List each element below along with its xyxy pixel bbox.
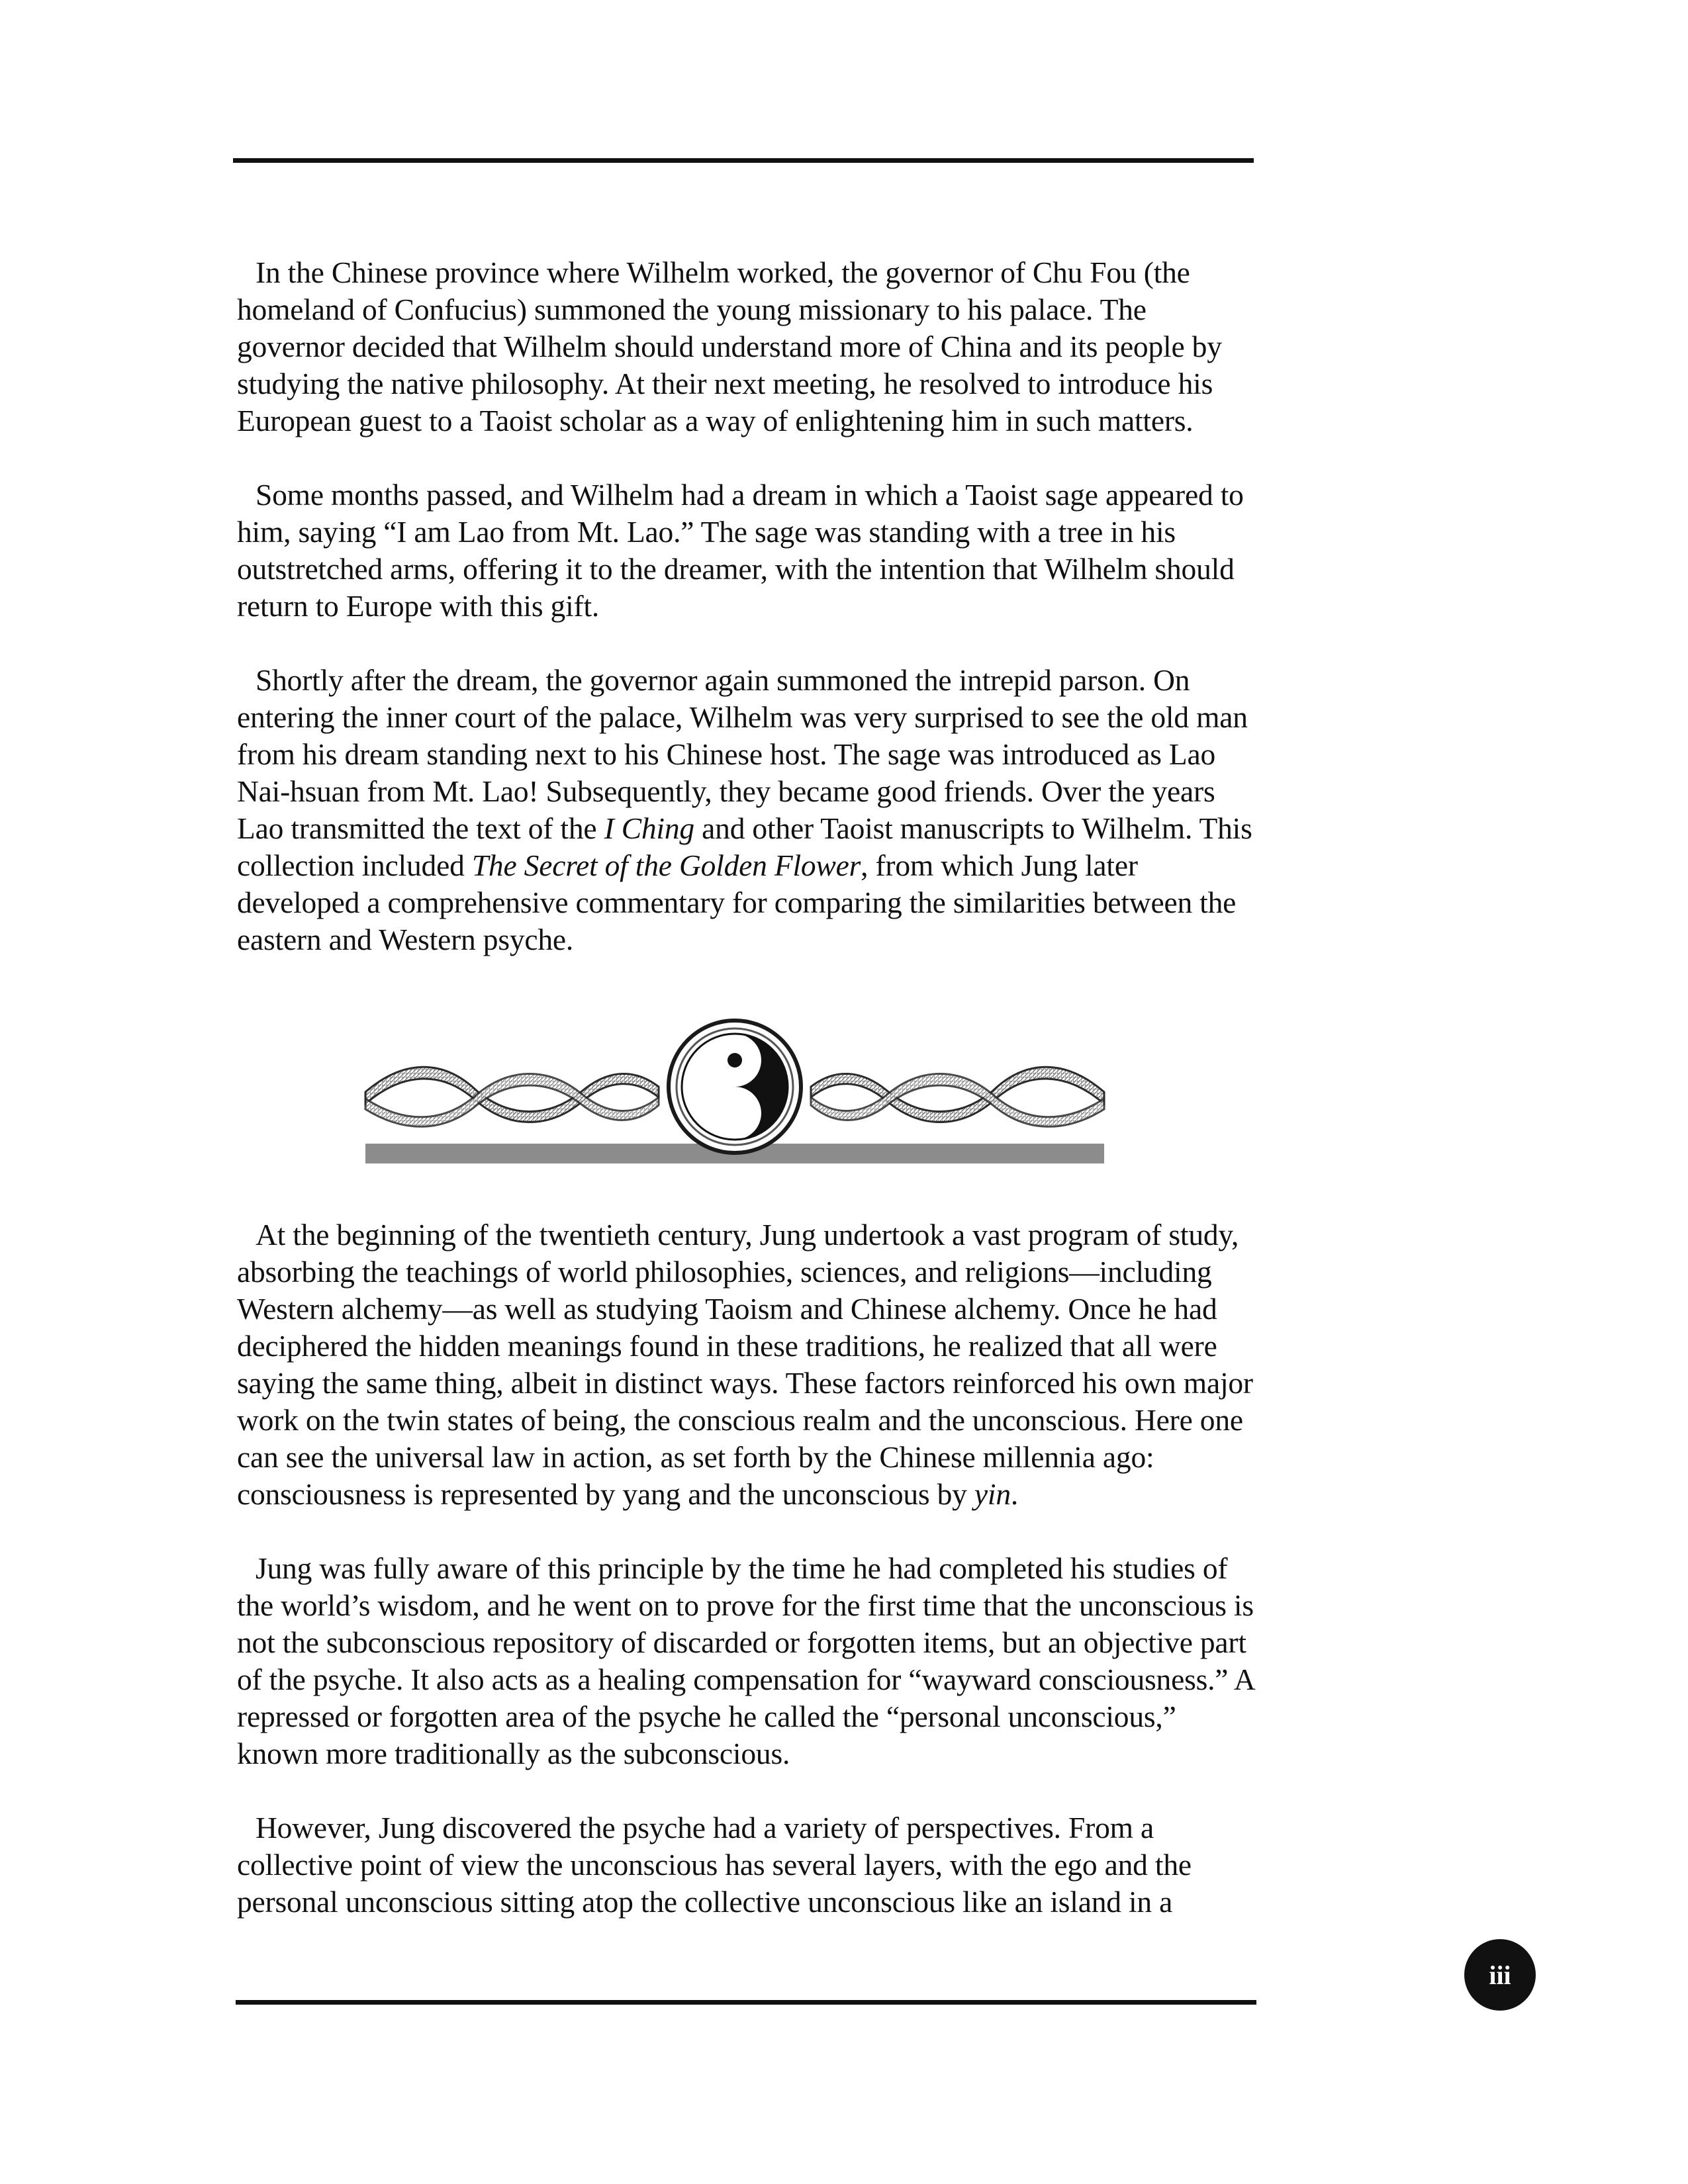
yin-yang-icon — [669, 1021, 801, 1153]
paragraph-jung-study — [237, 1216, 1256, 1513]
page-number: iii — [1489, 1960, 1511, 1990]
term-yin: yin — [974, 1477, 1011, 1511]
yin-yang-ornament — [357, 1013, 1112, 1165]
text-run: At the beginning of the twentieth century, Jung undertook a vast program of study, absorbing the teachings of world philosophies, sciences, and religions—including Western alchemy—as well as studying Taoism and Chinese alchemy. Once he had deciphered the hidden meanings found in these traditions, he realized that all were saying the same thing, albeit in distinct ways. These factors reinforced his own major work on the twin states of being, the conscious realm and the unconscious. Here one can see the universal law in action, as set forth by the Chinese millennia ago: consciousness is represented by yang and the unconscious by — [237, 1218, 1253, 1511]
ornament-ribbon-left — [365, 1067, 659, 1126]
text-run: Shortly after the dream, the governor again summoned the intrepid parson. On entering the inner court of the palace, Wilhelm was very surprised to see the old man from his dream standing next to his Chinese host. The sage was introduced as Lao Nai-hsuan from Mt. Lao! Subsequently, they became good friends. Over the years Lao transmitted the text of the — [237, 663, 1248, 845]
text-block-upper — [237, 254, 1256, 995]
paragraph-psyche-layers: However, Jung discovered the psyche had a variety of perspectives. From a collective point of view the unconscious has several layers, with the ego and the personal unconscious sitting atop the collective unconscious like an island in a — [237, 1811, 1192, 1919]
ornament-ribbon-right — [811, 1067, 1104, 1126]
paragraph-unconscious: Jung was fully aware of this principle by the time he had completed his studies of the world’s wisdom, and he went on to prove for the first time that the unconscious is not the subconscious repository of discarded or forgotten items, but an objective part of the psyche. It also acts as a healing compensation for “wayward consciousness.” A repressed or forgotten area of the psyche he called the “personal unconscious,” known more traditionally as the subconscious. — [237, 1551, 1254, 1770]
text-run: , from which Jung later developed a comprehensive commentary for comparing the similarities between the eastern and Western psyche. — [237, 848, 1237, 956]
paragraph-lao-nai-hsuan — [237, 662, 1256, 958]
bottom-rule — [236, 2000, 1256, 2005]
page-number-badge — [1464, 1939, 1536, 2011]
text-run: and other Taoist manuscripts to Wilhelm. This collection included — [237, 811, 1252, 882]
top-rule — [233, 158, 1254, 163]
book-title-golden-flower: The Secret of the Golden Flower — [471, 848, 861, 882]
book-title-i-ching: I Ching — [604, 811, 694, 845]
paragraph-dream: Some months passed, and Wilhelm had a dream in which a Taoist sage appeared to him, saying “I am Lao from Mt. Lao.” The sage was standing with a tree in his outstretched arms, offering it to the dreamer, with the intention that Wilhelm should return to Europe with this gift. — [237, 478, 1244, 623]
text-run: . — [1010, 1477, 1019, 1511]
paragraph-wilhelm-governor: In the Chinese province where Wilhelm worked, the governor of Chu Fou (the homeland of Confucius) summoned the young missionary to his palace. The governor decided that Wilhelm should understand more of China and its people by studying the native philosophy. At their next meeting, he resolved to introduce his European guest to a Taoist scholar as a way of enlightening him in such matters. — [237, 255, 1222, 437]
text-block-lower — [237, 1216, 1256, 1958]
